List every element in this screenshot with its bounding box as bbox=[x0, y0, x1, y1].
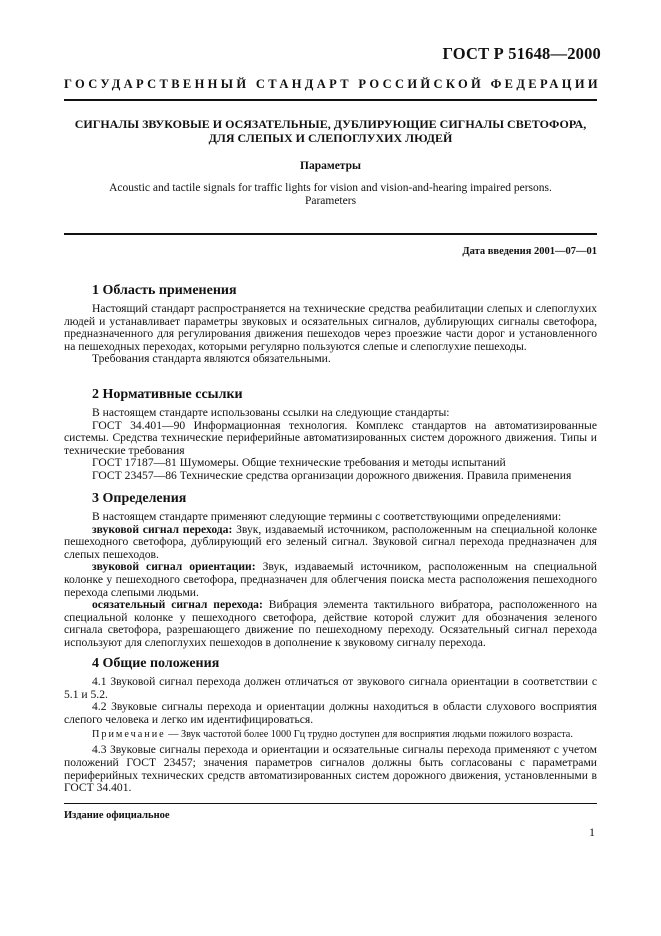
section-3-paragraph: В настоящем стандарте применяют следующие термины с соответствующими определениями: bbox=[92, 510, 562, 523]
section-2-paragraph: В настоящем стандарте использованы ссылки на следующие стандарты: bbox=[92, 406, 450, 419]
header-divider bbox=[64, 99, 597, 101]
clause-paragraph: 4.2 Звуковые сигналы перехода и ориентации должны находиться в области слухового восприятия слепого человека и легко им идентифицироваться. bbox=[64, 700, 597, 726]
note-label: Примечание bbox=[92, 729, 166, 741]
definition-term: звуковой сигнал перехода: bbox=[92, 522, 233, 536]
section-1-paragraph: Требования стандарта являются обязательными. bbox=[92, 352, 331, 366]
definition-term: звуковой сигнал ориентации: bbox=[92, 560, 256, 574]
section-2-body bbox=[64, 407, 597, 483]
reference-item: ГОСТ 17187—81 Шумомеры. Общие технические требования и методы испытаний bbox=[92, 456, 506, 470]
edition-label: Издание официальное bbox=[64, 810, 170, 821]
section-1-heading: 1 Область применения bbox=[92, 283, 237, 298]
english-title: Acoustic and tactile signals for traffic lights for vision and vision-and-hearing impaired persons. Parameters bbox=[109, 182, 552, 207]
page-number: 1 bbox=[589, 825, 595, 839]
definition-item bbox=[64, 561, 597, 599]
note-text: — Звук частотой более 1000 Гц трудно доступен для восприятия людьми пожилого возраста. bbox=[165, 729, 573, 741]
section-4-body bbox=[64, 676, 597, 795]
clause-paragraph: 4.3 Звуковые сигналы перехода и ориентации и осязательные сигналы перехода применяют с учетом положений ГОСТ 23457; значения параметров сигналов должны быть согласованы с параметрами периферийных технических средств автоматизированных систем дорожного движения, установленными в ГОСТ 34.401. bbox=[64, 743, 597, 795]
definition-text: Вибрация элемента тактильного вибратора, расположенного на специальной колонке у пешеходного светофора, действие которой служит для обозначения зеленого сигнала светофора, разрешающего движение по пешеходному переходу. Осязательный сигнал перехода используют для слепоглухих пешеходов в дополнение к звуковому сигналу перехода. bbox=[64, 598, 597, 649]
section-2-heading: 2 Нормативные ссылки bbox=[92, 387, 243, 402]
document-title: СИГНАЛЫ ЗВУКОВЫЕ И ОСЯЗАТЕЛЬНЫЕ, ДУБЛИРУЮЩИЕ СИГНАЛЫ СВЕТОФОРА, ДЛЯ СЛЕПЫХ И СЛЕПОГЛУХИХ ЛЮДЕЙ bbox=[74, 117, 587, 145]
standard-code: ГОСТ Р 51648—2000 bbox=[442, 44, 601, 63]
document-subtitle: Параметры bbox=[300, 160, 361, 172]
clause-paragraph: 4.1 Звуковой сигнал перехода должен отличаться от звукового сигнала ориентации в соответствии с 5.1 и 5.2. bbox=[64, 675, 597, 701]
reference-item: ГОСТ 23457—86 Технические средства организации дорожного движения. Правила применения bbox=[92, 468, 572, 482]
section-3-heading: 3 Определения bbox=[92, 491, 187, 506]
effective-date: Дата введения 2001—07—01 bbox=[462, 246, 597, 257]
section-4-heading: 4 Общие положения bbox=[92, 656, 220, 671]
definition-term: осязательный сигнал перехода: bbox=[92, 598, 263, 612]
definition-item bbox=[64, 524, 597, 562]
definition-item bbox=[64, 599, 597, 649]
title-divider bbox=[64, 233, 597, 235]
definition-text: Звук, издаваемый источником, расположенным на специальной колонке пешеходного светофора, дублирующий его зеленый сигнал. Звуковой сигнал перехода предназначен для слепых пешеходов. bbox=[64, 522, 598, 561]
standard-banner: ГОСУДАРСТВЕННЫЙ СТАНДАРТ РОССИЙСКОЙ ФЕДЕРАЦИИ bbox=[64, 77, 601, 91]
note bbox=[64, 729, 597, 741]
section-1-body bbox=[64, 303, 597, 366]
footer-divider bbox=[64, 803, 597, 804]
definition-text: Звук, издаваемый источником, расположенным на специальной колонке у пешеходного светофора, предназначен для облегчения поиска места расположения пешеходного перехода слепыми людьми. bbox=[64, 560, 597, 599]
section-1-paragraph: Настоящий стандарт распространяется на технические средства реабилитации слепых и слепоглухих людей и устанавливает параметры звуковых и осязательных сигналов, дублирующих сигналы светофора, предназначенного для регулирования движения пешеходов через проезжие части дорог и установленного на пешеходных переходах, которыми регулярно пользуются слепые и слепоглухие пешеходы. bbox=[64, 302, 597, 353]
reference-item: ГОСТ 34.401—90 Информационная технология. Комплекс стандартов на автоматизированные системы. Средства технические периферийные автоматизированных систем дорожного движения. Типы и технические требования bbox=[64, 418, 597, 457]
section-3-body bbox=[64, 511, 597, 650]
